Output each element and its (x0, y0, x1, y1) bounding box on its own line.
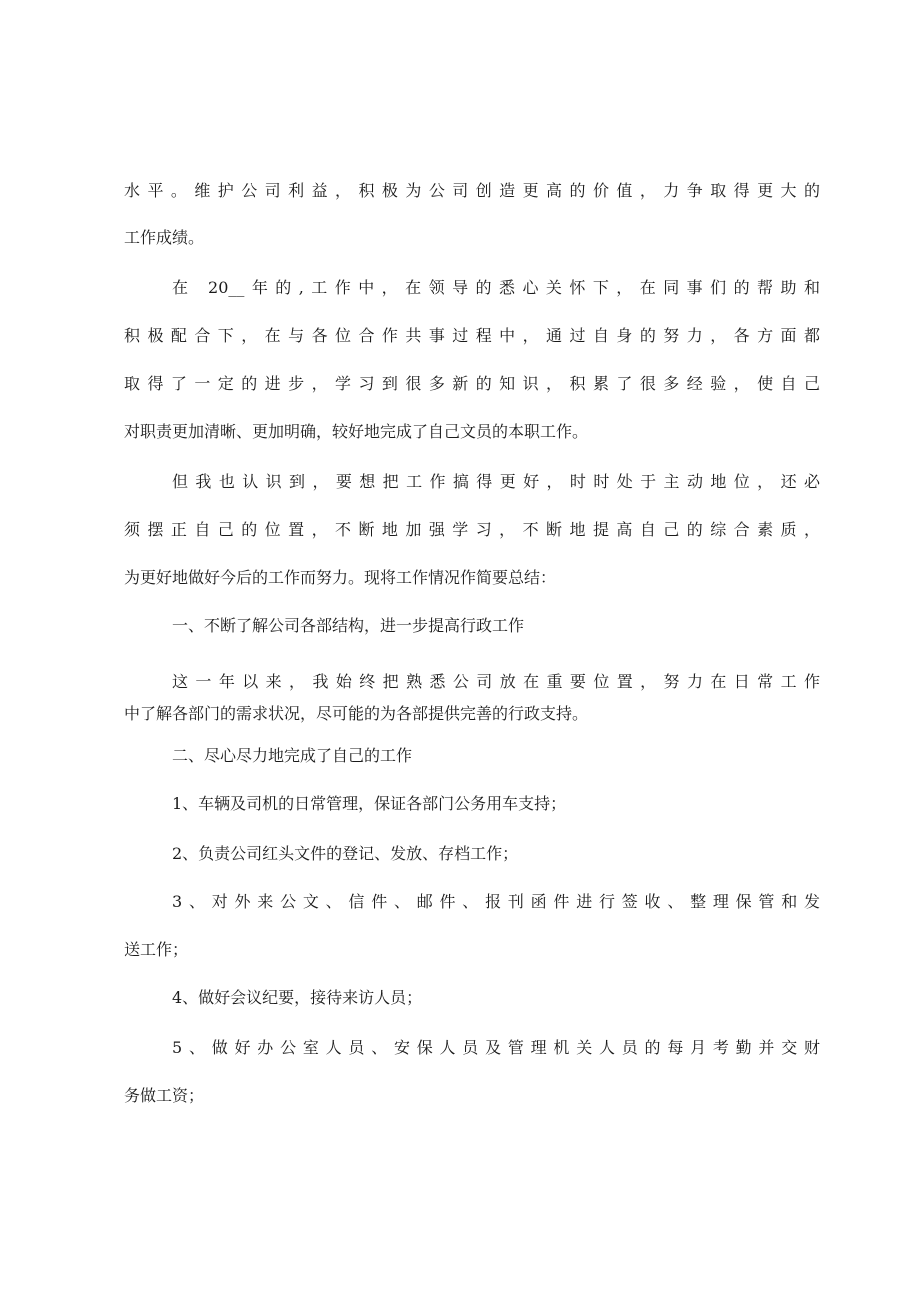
list-item: 4、做好会议纪要，接待来访人员； (172, 988, 423, 1007)
section-heading: 一、不断了解公司各部结构，进一步提高行政工作 (172, 616, 525, 635)
paragraph-line: 须摆正自己的位置，不断地加强学习，不断地提高自己的综合素质， (124, 520, 820, 539)
list-item: 5、做好办公室人员、安保人员及管理机关人员的每月考勤并交财 (172, 1038, 820, 1057)
paragraph-line: 这一年以来，我始终把熟悉公司放在重要位置，努力在日常工作 (172, 672, 820, 691)
paragraph-line: 积极配合下，在与各位合作共事过程中，通过自身的努力，各方面都 (124, 326, 820, 345)
paragraph-line: 工作成绩。 (124, 228, 205, 247)
paragraph-line: 在 20__年的,工作中，在领导的悉心关怀下，在同事们的帮助和 (172, 278, 820, 297)
section-heading: 二、尽心尽力地完成了自己的工作 (172, 746, 413, 765)
list-item: 2、负责公司红头文件的登记、发放、存档工作； (172, 844, 519, 863)
paragraph-line: 对职责更加清晰、更加明确，较好地完成了自己文员的本职工作。 (124, 422, 589, 441)
list-item: 3、对外来公文、信件、邮件、报刊函件进行签收、整理保管和发 (172, 892, 820, 911)
paragraph-line: 取得了一定的进步，学习到很多新的知识，积累了很多经验，使自己 (124, 374, 820, 393)
paragraph-line: 为更好地做好今后的工作而努力。现将工作情况作简要总结： (124, 568, 557, 587)
list-item: 务做工资； (124, 1086, 205, 1105)
list-item: 送工作； (124, 940, 189, 959)
paragraph-line: 但我也认识到，要想把工作搞得更好，时时处于主动地位，还必 (172, 472, 820, 491)
paragraph-line: 水平。维护公司利益，积极为公司创造更高的价值，力争取得更大的 (124, 181, 820, 200)
paragraph-line: 中了解各部门的需求状况，尽可能的为各部提供完善的行政支持。 (124, 704, 589, 723)
list-item: 1、车辆及司机的日常管理，保证各部门公务用车支持； (172, 794, 567, 813)
